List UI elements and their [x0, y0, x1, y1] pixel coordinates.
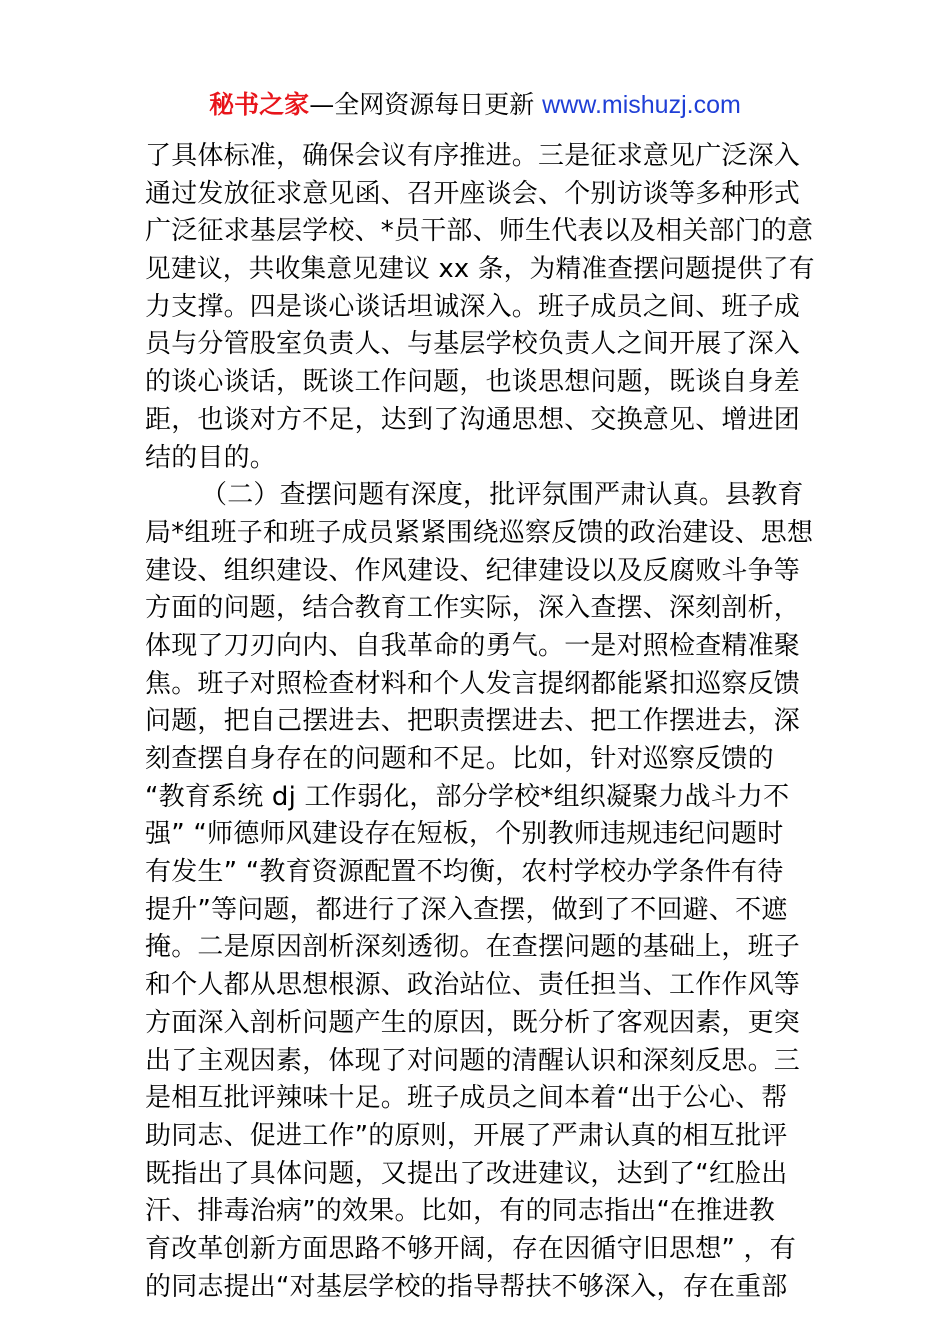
text-line: 通过发放征求意见函、召开座谈会、个别访谈等多种形式	[145, 178, 801, 209]
site-header	[0, 88, 950, 122]
text-line: 是相互批评辣味十足。班子成员之间本着“出于公心、帮	[145, 1083, 788, 1114]
site-url-link[interactable]: www.mishuzj.com	[542, 91, 741, 119]
text-line: 员与分管股室负责人、与基层学校负责人之间开展了深入	[145, 329, 801, 360]
text-line: 方面深入剖析问题产生的原因，既分析了客观因素，更突	[145, 1007, 801, 1038]
text-line: 提升”等问题，都进行了深入查摆，做到了不回避、不遮	[145, 894, 788, 925]
text-line: 既指出了具体问题，又提出了改进建议，达到了“红脸出	[145, 1158, 788, 1189]
site-slogan: —全网资源每日更新	[309, 90, 535, 119]
text-line: 掩。二是原因剖析深刻透彻。在查摆问题的基础上，班子	[145, 932, 801, 963]
text-line: “教育系统 dj 工作弱化，部分学校*组织凝聚力战斗力不	[145, 781, 790, 812]
text-line: 出了主观因素，体现了对问题的清醒认识和深刻反思。三	[145, 1045, 801, 1076]
text-line: 见建议，共收集意见建议 xx 条，为精准查摆问题提供了有	[145, 254, 815, 285]
text-line: 的同志提出“对基层学校的指导帮扶不够深入，存在重部	[145, 1271, 788, 1302]
text-line: 体现了刀刃向内、自我革命的勇气。一是对照检查精准聚	[145, 630, 801, 661]
text-line: 了具体标准，确保会议有序推进。三是征求意见广泛深入	[145, 141, 801, 171]
text-line: 育改革创新方面思路不够开阔，存在因循守旧思想” ，有	[145, 1233, 796, 1264]
section-heading-line: （二）查摆问题有深度，批评氛围严肃认真。县教育	[201, 480, 804, 511]
document-body	[145, 138, 815, 1306]
text-line: 汗、排毒治病”的效果。比如，有的同志指出“在推进教	[145, 1196, 775, 1227]
text-line: 问题，把自己摆进去、把职责摆进去、把工作摆进去，深	[145, 706, 801, 737]
text-line: 刻查摆自身存在的问题和不足。比如，针对巡察反馈的	[145, 744, 774, 774]
text-line: 方面的问题，结合教育工作实际，深入查摆、深刻剖析，	[145, 593, 801, 624]
text-line: 强” “师德师风建设存在短板，个别教师违规违纪问题时	[145, 819, 784, 850]
text-line: 局*组班子和班子成员紧紧围绕巡察反馈的政治建设、思想	[145, 517, 814, 548]
text-line: 建设、组织建设、作风建设、纪律建设以及反腐败斗争等	[145, 555, 801, 586]
text-line: 广泛征求基层学校、*员干部、师生代表以及相关部门的意	[145, 216, 814, 247]
text-line: 助同志、促进工作”的原则，开展了严肃认真的相互批评	[145, 1120, 788, 1151]
site-brand: 秘书之家	[209, 90, 310, 119]
text-line: 力支撑。四是谈心谈话坦诚深入。班子成员之间、班子成	[145, 291, 801, 322]
text-line: 的谈心谈话，既谈工作问题，也谈思想问题，既谈自身差	[145, 367, 801, 398]
text-line: 结的目的。	[145, 442, 277, 473]
text-line: 距，也谈对方不足，达到了沟通思想、交换意见、增进团	[145, 404, 801, 435]
text-line: 有发生” “教育资源配置不均衡，农村学校办学条件有待	[145, 857, 784, 888]
text-line: 和个人都从思想根源、政治站位、责任担当、工作作风等	[145, 970, 801, 1001]
text-line: 焦。班子对照检查材料和个人发言提纲都能紧扣巡察反馈	[145, 668, 801, 699]
